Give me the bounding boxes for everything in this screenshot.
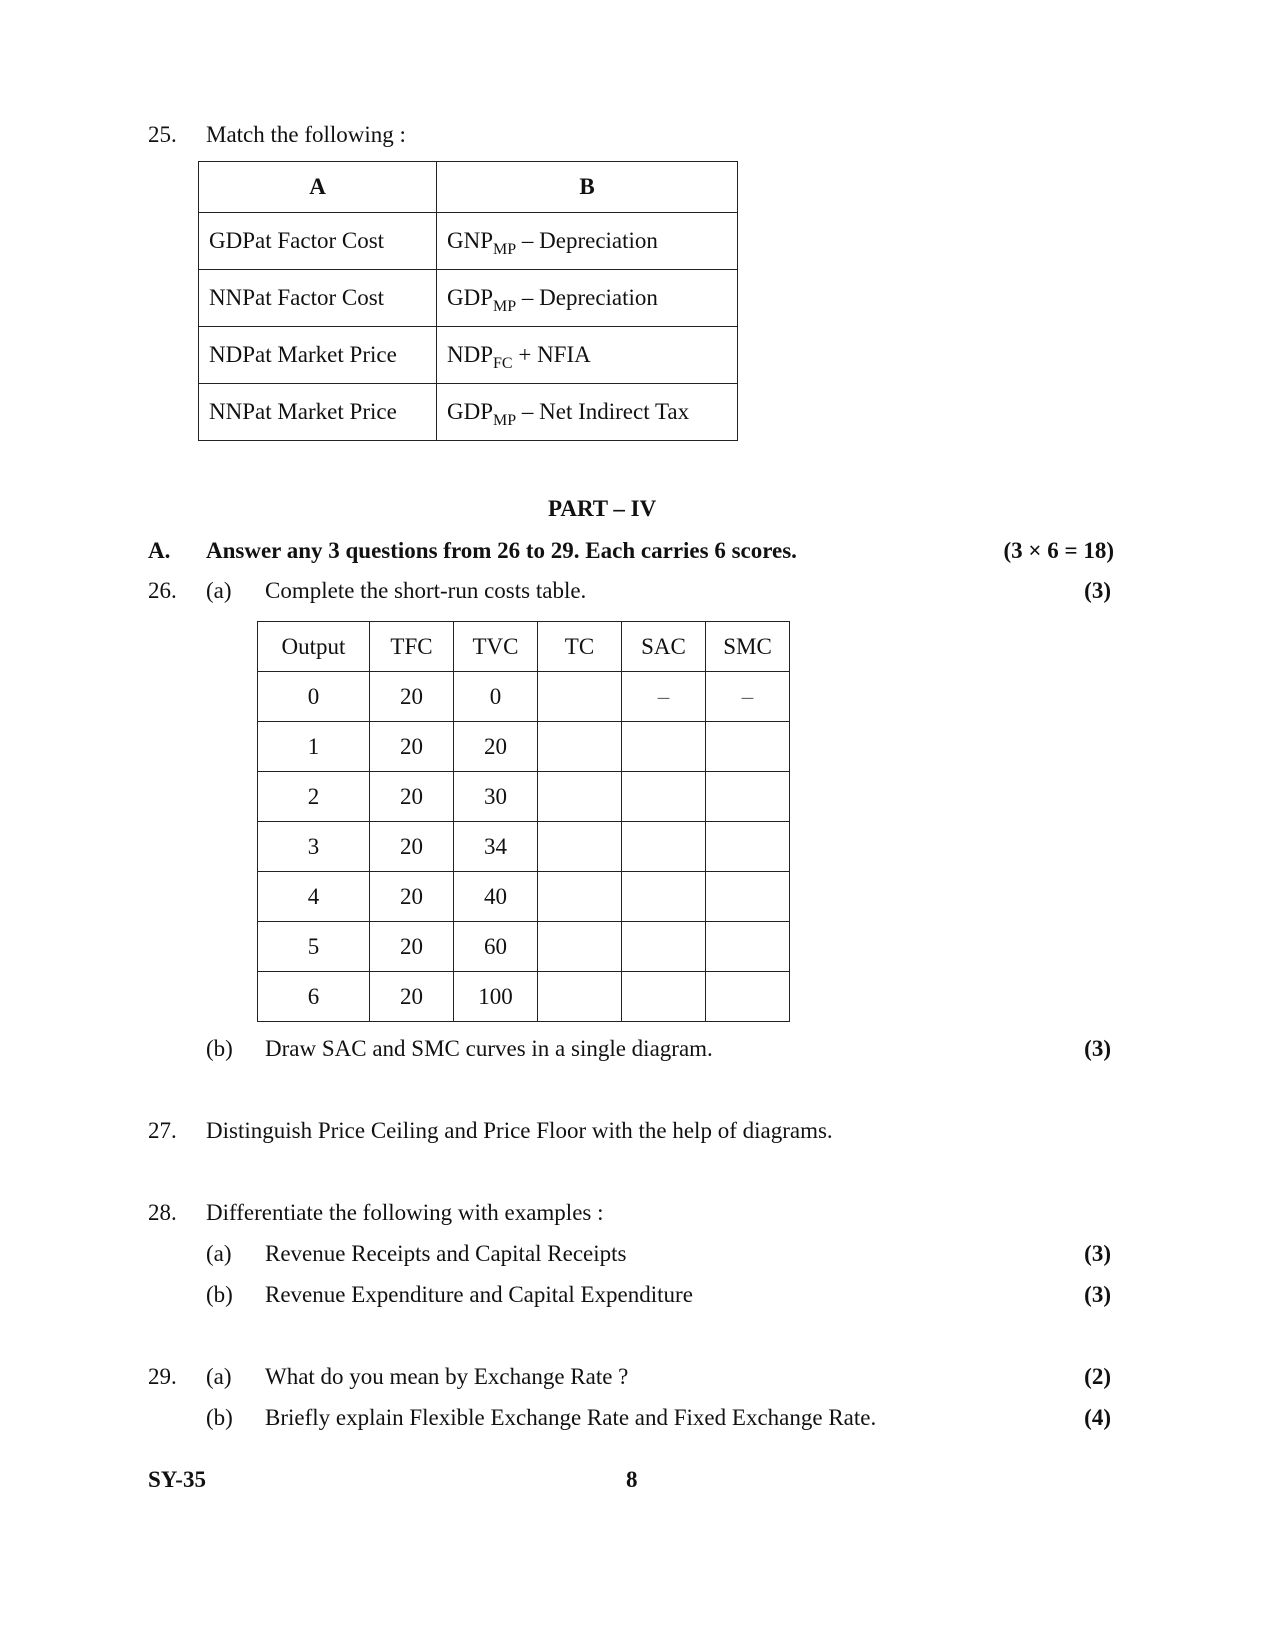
q26-number: 26. [148,578,177,603]
q28-number: 28. [148,1200,177,1225]
cost-cell: – [706,672,790,722]
cost-cell [538,872,622,922]
costs-row [258,772,790,822]
cost-cell [538,972,622,1022]
q26-a-label: (a) [206,578,232,603]
formula-base: GDP [447,285,494,310]
q29-number: 29. [148,1364,177,1389]
cost-cell [706,722,790,772]
q28-b-marks: (3) [1084,1282,1111,1307]
match-row [199,327,738,384]
q28-a-marks: (3) [1084,1241,1111,1266]
formula-rest: + NFIA [512,342,591,367]
cost-cell [622,972,706,1022]
q26-b-text: Draw SAC and SMC curves in a single diagram. [265,1036,713,1061]
cost-cell: 30 [454,772,538,822]
match-cell-a: NDPat Market Price [199,327,437,384]
formula-base: GNP [447,228,494,253]
cost-cell: 20 [370,972,454,1022]
col-header: SAC [622,622,706,672]
cost-cell: 60 [454,922,538,972]
costs-row [258,822,790,872]
costs-table [257,621,790,1022]
match-cell-b [437,384,738,441]
cost-cell [538,822,622,872]
cost-cell [538,772,622,822]
q28-a-text: Revenue Receipts and Capital Receipts [265,1241,627,1266]
match-header-row [199,162,738,213]
cost-cell: 3 [258,822,370,872]
q29-b-label: (b) [206,1405,233,1430]
cost-cell: 40 [454,872,538,922]
formula-rest: – Depreciation [516,228,658,253]
match-row [199,270,738,327]
q26-a-marks: (3) [1084,578,1111,603]
cost-cell [706,872,790,922]
match-cell-b [437,213,738,270]
costs-header-row [258,622,790,672]
formula-subscript: MP [493,241,517,258]
q27-number: 27. [148,1118,177,1143]
col-header: TFC [370,622,454,672]
cost-cell [622,722,706,772]
cost-cell: 100 [454,972,538,1022]
q28-b-text: Revenue Expenditure and Capital Expenditure [265,1282,693,1307]
match-cell-b [437,327,738,384]
q26-a-text: Complete the short-run costs table. [265,578,587,603]
cost-cell: 0 [454,672,538,722]
cost-cell [538,722,622,772]
q26-b-marks: (3) [1084,1036,1111,1061]
match-cell-a: NNPat Factor Cost [199,270,437,327]
cost-cell [706,772,790,822]
q29-a-marks: (2) [1084,1364,1111,1389]
costs-row [258,872,790,922]
costs-row [258,722,790,772]
q29-a-label: (a) [206,1364,232,1389]
q25-prompt: Match the following : [206,122,406,147]
formula-base: GDP [447,399,494,424]
q29-b-marks: (4) [1084,1405,1111,1430]
formula-rest: – Net Indirect Tax [516,399,690,424]
q28-text: Differentiate the following with examples : [206,1200,604,1225]
q26-b-label: (b) [206,1036,233,1061]
formula-subscript: MP [493,298,517,315]
cost-cell: 34 [454,822,538,872]
cost-cell [622,772,706,822]
q27-text: Distinguish Price Ceiling and Price Floor with the help of diagrams. [206,1118,833,1143]
match-cell-a: NNPat Market Price [199,384,437,441]
q25-number: 25. [148,122,177,147]
section-marks: (3 × 6 = 18) [1003,538,1114,563]
col-header: Output [258,622,370,672]
section-instruction: Answer any 3 questions from 26 to 29. Each carries 6 scores. [206,538,797,563]
section-letter: A. [148,538,171,563]
match-header-b: B [437,162,738,213]
formula-subscript: MP [493,412,517,429]
q29-b-text: Briefly explain Flexible Exchange Rate and Fixed Exchange Rate. [265,1405,877,1430]
cost-cell [706,972,790,1022]
match-cell-a: GDPat Factor Cost [199,213,437,270]
cost-cell [538,672,622,722]
col-header: SMC [706,622,790,672]
cost-cell [706,922,790,972]
cost-cell: – [622,672,706,722]
formula-base: NDP [447,342,494,367]
cost-cell [622,872,706,922]
cost-cell [622,922,706,972]
q28-a-label: (a) [206,1241,232,1266]
cost-cell: 20 [370,872,454,922]
q29-a-text: What do you mean by Exchange Rate ? [265,1364,629,1389]
costs-row [258,922,790,972]
formula-rest: – Depreciation [516,285,658,310]
footer-code: SY-35 [148,1467,206,1492]
match-table [198,161,738,441]
cost-cell: 4 [258,872,370,922]
match-header-a: A [199,162,437,213]
formula-subscript: FC [493,355,513,372]
cost-cell: 20 [454,722,538,772]
costs-row [258,972,790,1022]
match-row [199,213,738,270]
cost-cell [706,822,790,872]
cost-cell: 20 [370,672,454,722]
part-title: PART – IV [548,496,657,521]
cost-cell: 1 [258,722,370,772]
cost-cell: 2 [258,772,370,822]
cost-cell: 20 [370,822,454,872]
cost-cell: 5 [258,922,370,972]
cost-cell: 20 [370,722,454,772]
col-header: TC [538,622,622,672]
match-row [199,384,738,441]
cost-cell: 0 [258,672,370,722]
match-cell-b [437,270,738,327]
cost-cell: 20 [370,772,454,822]
q28-b-label: (b) [206,1282,233,1307]
cost-cell [538,922,622,972]
cost-cell [622,822,706,872]
costs-row [258,672,790,722]
cost-cell: 20 [370,922,454,972]
cost-cell: 6 [258,972,370,1022]
page-number: 8 [626,1467,638,1492]
col-header: TVC [454,622,538,672]
